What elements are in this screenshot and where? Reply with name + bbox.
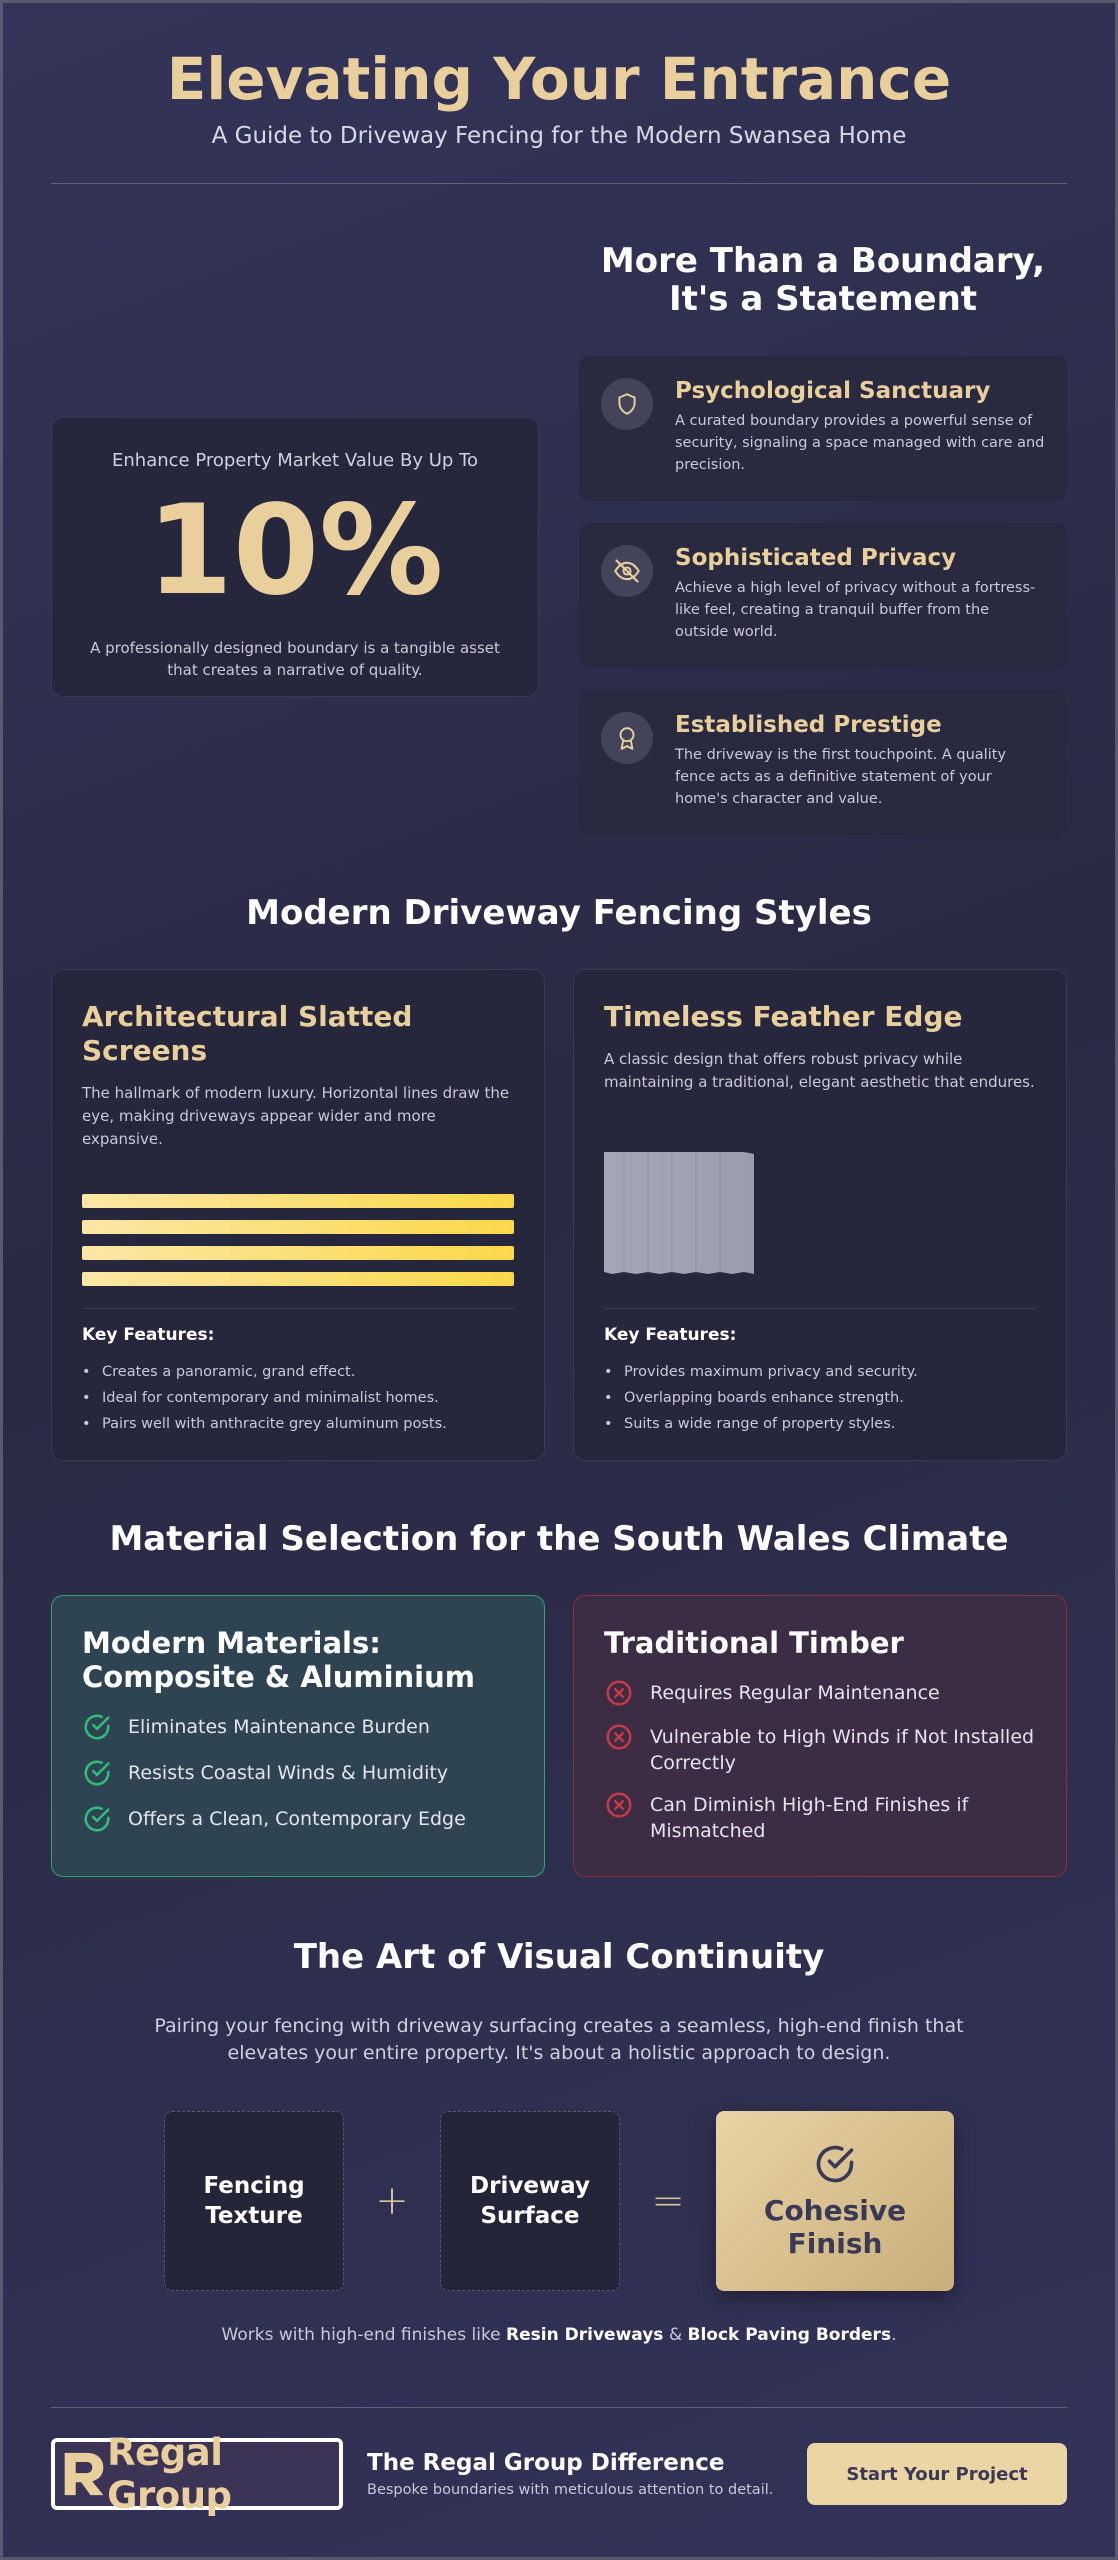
con-text: Vulnerable to High Winds if Not Installed Correctly xyxy=(650,1726,1035,1774)
features-title: Key Features: xyxy=(82,1325,215,1345)
header-divider xyxy=(51,183,1067,184)
benefit-list xyxy=(579,356,1067,835)
benefit-card xyxy=(579,690,1067,835)
benefit-title: Psychological Sanctuary xyxy=(675,378,991,404)
pro-text: Offers a Clean, Contemporary Edge xyxy=(128,1808,466,1830)
traditional-timber-card xyxy=(573,1595,1067,1877)
page-title: Elevating Your Entrance xyxy=(166,45,952,113)
shield-icon xyxy=(601,378,653,430)
equals-sign: = xyxy=(651,2178,685,2224)
stat-description: A professionally designed boundary is a tangible asset that creates a narrative of quality. xyxy=(90,639,500,679)
pro-item xyxy=(82,1806,514,1834)
con-item xyxy=(604,1680,1036,1708)
style-card-feather-edge xyxy=(573,969,1067,1461)
x-circle-icon xyxy=(604,1722,634,1752)
works-item-resin: Resin Driveways xyxy=(506,2325,664,2345)
materials-row xyxy=(51,1595,1067,1877)
con-item xyxy=(604,1724,1036,1776)
style-title: Architectural Slatted Screens xyxy=(82,1000,413,1067)
stat-label: Enhance Property Market Value By Up To xyxy=(112,450,478,471)
style-card-slatted xyxy=(51,969,545,1461)
stat-card xyxy=(51,417,539,697)
pro-item xyxy=(82,1760,514,1788)
check-circle-icon xyxy=(82,1712,112,1742)
works-with-note xyxy=(51,2325,1067,2345)
feather-edge-illustration xyxy=(604,1150,756,1280)
eye-off-icon xyxy=(601,545,653,597)
benefit-title: Established Prestige xyxy=(675,712,942,738)
con-text: Requires Regular Maintenance xyxy=(650,1682,940,1704)
check-circle-icon xyxy=(813,2142,857,2186)
mat-title: Traditional Timber xyxy=(604,1626,904,1660)
footer xyxy=(51,2431,1067,2517)
continuity-heading: The Art of Visual Continuity xyxy=(293,1937,825,1977)
cohesive-finish-box xyxy=(716,2111,954,2291)
footer-divider xyxy=(51,2407,1067,2408)
feature-item: • Ideal for contemporary and minimalist homes. xyxy=(82,1385,514,1411)
cohesive-finish-label: Cohesive Finish xyxy=(763,2194,907,2260)
features xyxy=(604,1308,1036,1437)
footer-title: The Regal Group Difference xyxy=(367,2450,725,2476)
stat-value: 10% xyxy=(146,479,444,623)
logo-text: Regal Group xyxy=(107,2431,232,2517)
feature-item: • Suits a wide range of property styles. xyxy=(604,1411,1036,1437)
statement-section xyxy=(51,242,1067,835)
feature-item: • Overlapping boards enhance strength. xyxy=(604,1385,1036,1411)
works-suffix: . xyxy=(891,2325,897,2345)
pro-text: Resists Coastal Winds & Humidity xyxy=(128,1762,449,1784)
x-circle-icon xyxy=(604,1790,634,1820)
benefit-card xyxy=(579,356,1067,501)
feature-item: • Creates a panoramic, grand effect. xyxy=(82,1359,514,1385)
page-subtitle: A Guide to Driveway Fencing for the Modern Swansea Home xyxy=(211,123,907,149)
modern-materials-card xyxy=(51,1595,545,1877)
header xyxy=(51,3,1067,184)
driveway-surface-label: Driveway Surface xyxy=(470,2173,590,2229)
feature-item: • Pairs well with anthracite grey aluminum posts. xyxy=(82,1411,514,1437)
regal-group-logo xyxy=(51,2431,343,2517)
style-title: Timeless Feather Edge xyxy=(604,1000,963,1033)
start-project-button[interactable]: Start Your Project xyxy=(807,2443,1067,2505)
fencing-texture-box xyxy=(164,2111,344,2291)
works-item-block-paving: Block Paving Borders xyxy=(687,2325,892,2345)
styles-row xyxy=(51,969,1067,1461)
pro-item xyxy=(82,1714,514,1742)
check-circle-icon xyxy=(82,1758,112,1788)
check-circle-icon xyxy=(82,1804,112,1834)
style-description: The hallmark of modern luxury. Horizontal lines draw the eye, making driveways appear wider and more expansive. xyxy=(82,1084,510,1148)
logo-mark-icon xyxy=(61,2449,105,2499)
style-description: A classic design that offers robust privacy while maintaining a traditional, elegant aesthetic that endures. xyxy=(604,1050,1035,1091)
plus-sign: + xyxy=(375,2178,409,2224)
materials-heading: Material Selection for the South Wales Climate xyxy=(109,1519,1009,1559)
works-prefix: Works with high-end finishes like xyxy=(221,2325,507,2345)
benefit-description: The driveway is the first touchpoint. A quality fence acts as a definitive statement of your home's character and value. xyxy=(675,747,1006,807)
con-item xyxy=(604,1792,1036,1844)
con-text: Can Diminish High-End Finishes if Mismatched xyxy=(650,1794,969,1842)
works-mid: & xyxy=(663,2325,688,2345)
pro-text: Eliminates Maintenance Burden xyxy=(128,1716,430,1738)
mat-title: Modern Materials: Composite & Aluminium xyxy=(82,1626,475,1694)
slatted-screen-illustration xyxy=(82,1194,514,1298)
statement-heading: More Than a Boundary, It's a Statement xyxy=(600,241,1046,319)
benefits-column xyxy=(579,242,1067,835)
feature-item: • Provides maximum privacy and security. xyxy=(604,1359,1036,1385)
benefit-description: Achieve a high level of privacy without a fortress-like feel, creating a tranquil buffer from the outside world. xyxy=(675,580,1036,640)
styles-heading: Modern Driveway Fencing Styles xyxy=(246,893,872,933)
award-icon xyxy=(601,712,653,764)
benefit-card xyxy=(579,523,1067,668)
continuity-equation xyxy=(51,2111,1067,2291)
footer-subtitle: Bespoke boundaries with meticulous attention to detail. xyxy=(367,2482,774,2498)
continuity-description: Pairing your fencing with driveway surfacing creates a seamless, high-end finish that elevates your entire property. It's about a holistic approach to design. xyxy=(154,2015,964,2064)
benefit-title: Sophisticated Privacy xyxy=(675,545,957,571)
x-circle-icon xyxy=(604,1678,634,1708)
features-title: Key Features: xyxy=(604,1325,737,1345)
driveway-surface-box xyxy=(440,2111,620,2291)
fencing-texture-label: Fencing Texture xyxy=(203,2173,305,2229)
benefit-description: A curated boundary provides a powerful sense of security, signaling a space managed with care and precision. xyxy=(675,413,1045,473)
features xyxy=(82,1308,514,1437)
